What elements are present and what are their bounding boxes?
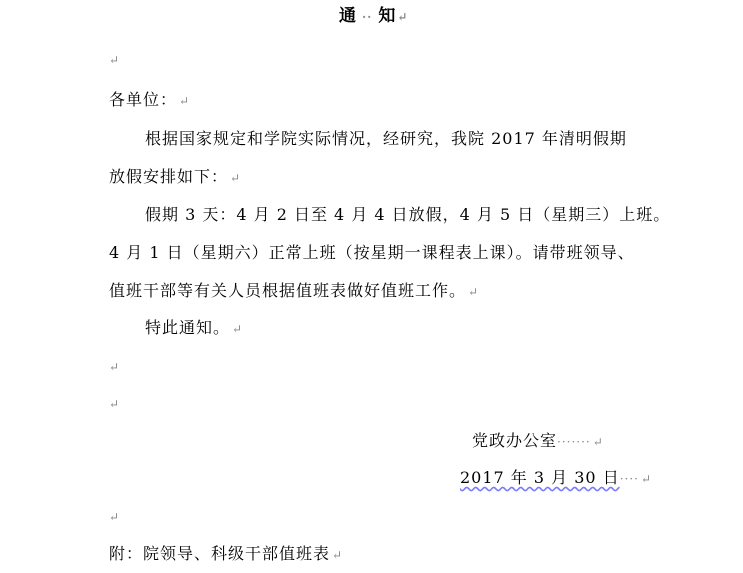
body-paragraph-3 [145, 318, 243, 339]
salutation-text: 各单位： [109, 90, 178, 109]
paragraph-mark-icon: ↵ [232, 322, 244, 336]
title-char-right: 知 [378, 6, 396, 26]
body-text: 4 月 1 日（星期六）正常上班（按星期一课程表上课）。请带班领导、 [109, 243, 635, 262]
paragraph-mark-icon: ↵ [230, 171, 242, 185]
paragraph-mark-icon: ↵ [640, 472, 653, 486]
signature-office [472, 431, 604, 452]
paragraph-mark-icon: ↵ [179, 94, 191, 108]
body-text: 特此通知。 [145, 318, 231, 337]
body-text: 根据国家规定和学院实际情况，经研究，我院 2017 年清明假期 [145, 129, 627, 148]
paragraph-mark-icon: ↵ [109, 397, 120, 411]
title-dots: ·· [362, 10, 373, 24]
title-char-left: 通 [339, 6, 356, 26]
paragraph-mark-icon: ↵ [397, 10, 408, 24]
signature-date [460, 468, 652, 489]
signature-date-text: 2017 年 3 月 30 日 [460, 468, 620, 487]
notice-title [339, 6, 407, 27]
body-paragraph-1-line-2 [109, 167, 241, 188]
paragraph-mark-icon: ↵ [468, 285, 480, 299]
salutation [109, 90, 190, 111]
paragraph-mark-icon: ↵ [109, 53, 120, 67]
body-paragraph-2-line-2 [109, 243, 635, 263]
body-paragraph-1-line-1 [145, 129, 627, 149]
paragraph-mark-icon: ↵ [592, 435, 604, 449]
paragraph-mark-icon: ↵ [109, 510, 120, 524]
paragraph-mark-icon: ↵ [109, 360, 120, 374]
body-text: 假期 3 天：4 月 2 日至 4 月 4 日放假，4 月 5 日（星期三）上班。 [145, 205, 671, 224]
body-paragraph-2-line-1 [145, 205, 670, 225]
attachment-text: 附：院领导、科级干部值班表 [109, 544, 331, 563]
paragraph-mark-icon: ↵ [332, 548, 344, 562]
signature-office-dots: ······· [557, 435, 591, 449]
attachment-line [109, 544, 343, 565]
body-text: 值班干部等有关人员根据值班表做好值班工作。 [109, 281, 467, 300]
signature-date-dots: ···· [619, 472, 639, 486]
body-paragraph-2-line-3 [109, 281, 479, 302]
signature-office-text: 党政办公室 [472, 431, 558, 450]
body-text: 放假安排如下： [109, 167, 229, 186]
